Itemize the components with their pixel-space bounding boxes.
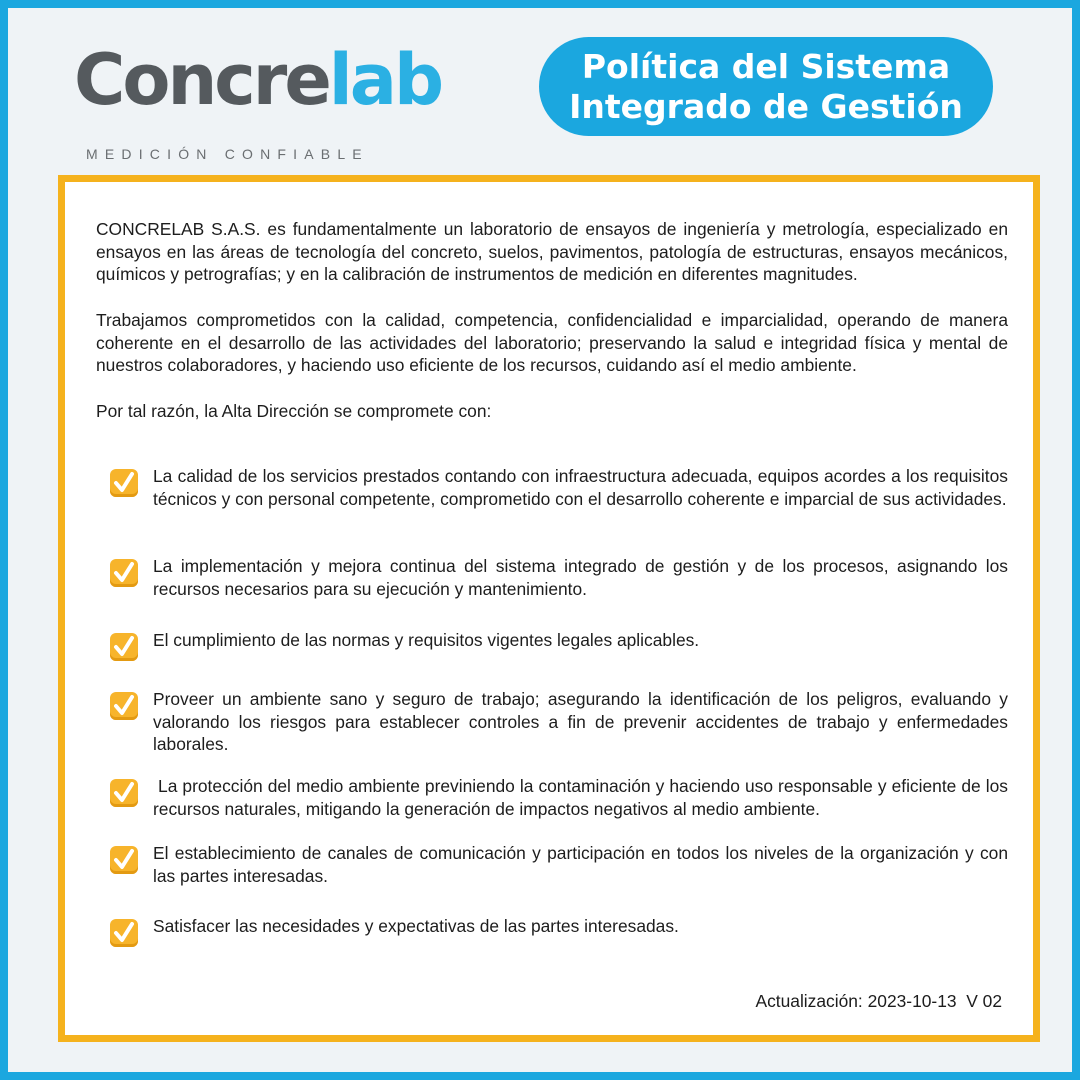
title-line-1: Política del Sistema <box>581 46 951 86</box>
concrelab-logo <box>74 39 442 162</box>
checkmark-icon <box>110 559 138 587</box>
list-item-text: Proveer un ambiente sano y seguro de trabajo; asegurando la identificación de los peligros, evaluando y valorando los riesgos para establecer controles a fin de prevenir accidentes de trabajo y enfermedades laborales. <box>153 689 1008 754</box>
update-footer: Actualización: 2023-10-13 V 02 <box>755 991 1002 1011</box>
title-line-2: Integrado de Gestión <box>569 86 963 126</box>
intro-paragraph: CONCRELAB S.A.S. es fundamentalmente un laboratorio de ensayos de ingeniería y metrología, especializado en ensayos en las áreas de tecnología del concreto, suelos, pavimentos, patología de estructuras, ensayos mecánicos, químicos y petrografías; y en la calibración de instrumentos de medición en diferentes magnitudes. <box>96 219 1008 284</box>
checkmark-icon <box>110 633 138 661</box>
checkmark-icon <box>110 469 138 497</box>
policy-panel <box>58 175 1040 1042</box>
list-item-text: La protección del medio ambiente previniendo la contaminación y haciendo uso responsable y eficiente de los recursos naturales, mitigando la generación de impactos negativos al medio ambiente. <box>153 776 1013 819</box>
checkmark-icon <box>110 919 138 947</box>
commitment-paragraph: Trabajamos comprometidos con la calidad, competencia, confidencialidad e imparcialidad, operando de manera coherente en el desarrollo de las actividades del laboratorio; preservando la salud e integridad física y mental de nuestros colaboradores, y haciendo uso eficiente de los recursos, cuidando así el medio ambiente. <box>96 310 1008 375</box>
list-item-text: La implementación y mejora continua del sistema integrado de gestión y de los procesos, asignando los recursos necesarios para su ejecución y mantenimiento. <box>153 556 1008 599</box>
logo-text-lab: lab <box>328 39 442 121</box>
logo-tagline: MEDICIÓN CONFIABLE <box>86 146 369 162</box>
list-item-text: El cumplimiento de las normas y requisitos vigentes legales aplicables. <box>153 630 700 650</box>
logo-wordmark <box>74 40 441 120</box>
lead-in-paragraph: Por tal razón, la Alta Dirección se compromete con: <box>96 401 492 421</box>
checkmark-icon <box>110 779 138 807</box>
page-title <box>539 37 993 136</box>
logo-text-concre: Concre <box>74 39 329 121</box>
list-item-text: Satisfacer las necesidades y expectativas de las partes interesadas. <box>153 916 679 936</box>
checkmark-icon <box>110 692 138 720</box>
list-item-text: La calidad de los servicios prestados contando con infraestructura adecuada, equipos acordes a los requisitos técnicos y con personal competente, comprometido con el desarrollo coherente e imparcial de sus actividades. <box>153 466 1008 509</box>
checkmark-icon <box>110 846 138 874</box>
list-item-text: El establecimiento de canales de comunicación y participación en todos los niveles de la organización y con las partes interesadas. <box>153 843 1008 886</box>
